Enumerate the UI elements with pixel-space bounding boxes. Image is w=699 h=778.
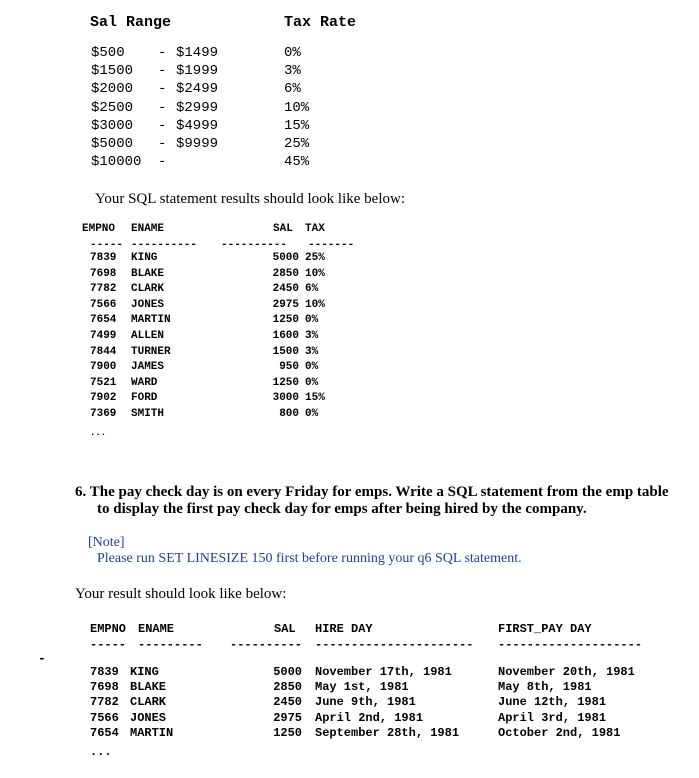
result2-sal: 2450	[273, 695, 302, 709]
result2-header-sal: SAL	[274, 622, 296, 636]
result2-hire-day: November 17th, 1981	[315, 665, 452, 679]
result1-sal: 3000	[272, 392, 299, 404]
intro-text: Your SQL statement results should look like below:	[95, 191, 405, 207]
note-text: Please run SET LINESIZE 150 first before running your q6 SQL statement.	[97, 551, 522, 566]
rate-low: $5000	[91, 136, 134, 152]
result1-empno: 7499	[90, 330, 117, 342]
result1-sal: 5000	[272, 252, 299, 264]
result2-empno: 7839	[90, 665, 119, 679]
result2-header-empno: EMPNO	[90, 622, 127, 636]
result2-first-pay-day: November 20th, 1981	[498, 665, 635, 679]
result1-empno: 7844	[90, 346, 117, 358]
result2-underline-sal: ----------	[230, 638, 303, 652]
rate-high: $9999	[176, 136, 219, 152]
rate-dash: -	[158, 63, 167, 79]
result2-underline-empno: -----	[90, 638, 127, 652]
rate-value: 25%	[284, 136, 310, 152]
result1-header-empno: EMPNO	[82, 223, 116, 235]
result1-underline-sal: ----------	[221, 239, 288, 251]
result1-ename: JONES	[131, 299, 165, 311]
rate-value: 0%	[284, 45, 301, 61]
result1-sal: 1250	[272, 314, 299, 326]
rate-low: $2000	[91, 81, 134, 97]
result1-empno: 7900	[90, 361, 117, 373]
result1-ename: CLARK	[131, 283, 165, 295]
result1-tax: 15%	[305, 392, 325, 404]
result2-first-pay-day: June 12th, 1981	[498, 695, 607, 709]
result1-tax: 0%	[305, 377, 319, 389]
rate-high: $4999	[176, 118, 219, 134]
note-label: [Note]	[88, 535, 125, 550]
result2-first-pay-day: May 8th, 1981	[498, 680, 592, 694]
rate-dash: -	[158, 154, 167, 170]
rate-value: 45%	[284, 154, 310, 170]
rate-dash: -	[158, 136, 167, 152]
rate-dash: -	[158, 45, 167, 61]
result1-empno: 7521	[90, 377, 117, 389]
result-intro: Your result should look like below:	[75, 586, 287, 602]
result2-ename: MARTIN	[130, 726, 174, 740]
result1-sal: 950	[279, 361, 299, 373]
result1-tax: 0%	[305, 314, 319, 326]
result1-sal: 1250	[272, 377, 299, 389]
result2-empno: 7782	[90, 695, 119, 709]
rate-low: $2500	[91, 100, 134, 116]
result2-ename: BLAKE	[130, 680, 167, 694]
result2-sal: 1250	[273, 726, 302, 740]
result1-tax: 0%	[305, 408, 319, 420]
result1-underline-empno: -----	[90, 239, 124, 251]
result2-underline-ename: ---------	[138, 638, 203, 652]
rate-high: $1499	[176, 45, 219, 61]
result2-header-first-pay-day: FIRST_PAY DAY	[498, 622, 592, 636]
rate-low: $3000	[91, 118, 134, 134]
result1-header-ename: ENAME	[131, 223, 165, 235]
result2-ellipsis: ...	[90, 745, 112, 759]
result2-ename: JONES	[130, 711, 167, 725]
result1-sal: 800	[279, 408, 299, 420]
result2-empno: 7566	[90, 711, 119, 725]
rate-dash: -	[158, 100, 167, 116]
result1-tax: 3%	[305, 346, 319, 358]
result2-sal: 2850	[273, 680, 302, 694]
result2-hire-day: April 2nd, 1981	[315, 711, 424, 725]
result1-header-tax: TAX	[305, 223, 325, 235]
result1-ellipsis: ...	[90, 428, 107, 438]
result2-hire-day: June 9th, 1981	[315, 695, 416, 709]
result1-tax: 10%	[305, 299, 325, 311]
result1-ename: JAMES	[131, 361, 165, 373]
result1-ename: ALLEN	[131, 330, 165, 342]
tax-rate-header: Tax Rate	[284, 14, 357, 31]
rate-high: $1999	[176, 63, 219, 79]
question6-line2: to display the first pay check day for emps after being hired by the company.	[97, 501, 587, 517]
rate-value: 15%	[284, 118, 310, 134]
result2-ename: CLARK	[130, 695, 167, 709]
result1-tax: 6%	[305, 283, 319, 295]
rate-low: $10000	[91, 154, 142, 170]
result1-ename: SMITH	[131, 408, 165, 420]
result2-header-hire-day: HIRE DAY	[315, 622, 373, 636]
result1-empno: 7654	[90, 314, 117, 326]
result2-hire-day: September 28th, 1981	[315, 726, 460, 740]
result2-underline-first-pay-day: --------------------	[498, 638, 643, 652]
result1-ename: FORD	[131, 392, 158, 404]
result1-sal: 2450	[272, 283, 299, 295]
rate-dash: -	[158, 118, 167, 134]
result1-empno: 7369	[90, 408, 117, 420]
result2-header-ename: ENAME	[138, 622, 175, 636]
result1-underline-tax: -------	[308, 239, 355, 251]
result2-first-pay-day: April 3rd, 1981	[498, 711, 607, 725]
rate-high: $2499	[176, 81, 219, 97]
result1-tax: 0%	[305, 361, 319, 373]
result1-sal: 2850	[272, 268, 299, 280]
result1-ename: BLAKE	[131, 268, 165, 280]
result1-sal: 1500	[272, 346, 299, 358]
question6-line1: 6. The pay check day is on every Friday for emps. Write a SQL statement from the emp table	[75, 484, 669, 500]
result2-sal: 2975	[273, 711, 302, 725]
result1-ename: WARD	[131, 377, 158, 389]
rate-low: $500	[91, 45, 125, 61]
result1-empno: 7698	[90, 268, 117, 280]
result1-header-sal: SAL	[273, 223, 293, 235]
result2-sal: 5000	[273, 665, 302, 679]
rate-value: 10%	[284, 100, 310, 116]
result1-ename: KING	[131, 252, 158, 264]
result1-tax: 25%	[305, 252, 325, 264]
result1-sal: 1600	[272, 330, 299, 342]
result2-empno: 7698	[90, 680, 119, 694]
result2-underline-hire-day: ----------------------	[315, 638, 474, 652]
result2-empno: 7654	[90, 726, 119, 740]
rate-high: $2999	[176, 100, 219, 116]
result1-empno: 7566	[90, 299, 117, 311]
result2-ename: KING	[130, 665, 159, 679]
result1-tax: 3%	[305, 330, 319, 342]
rate-dash: -	[158, 81, 167, 97]
rate-value: 6%	[284, 81, 301, 97]
result1-empno: 7839	[90, 252, 117, 264]
rate-low: $1500	[91, 63, 134, 79]
result1-underline-ename: ----------	[131, 239, 198, 251]
result1-ename: TURNER	[131, 346, 171, 358]
result1-sal: 2975	[272, 299, 299, 311]
result1-ename: MARTIN	[131, 314, 171, 326]
result2-first-pay-day: October 2nd, 1981	[498, 726, 621, 740]
result1-empno: 7902	[90, 392, 117, 404]
result1-empno: 7782	[90, 283, 117, 295]
margin-dash-mark: -	[38, 651, 46, 666]
sal-range-header: Sal Range	[90, 14, 172, 31]
rate-value: 3%	[284, 63, 301, 79]
result1-tax: 10%	[305, 268, 325, 280]
result2-hire-day: May 1st, 1981	[315, 680, 409, 694]
